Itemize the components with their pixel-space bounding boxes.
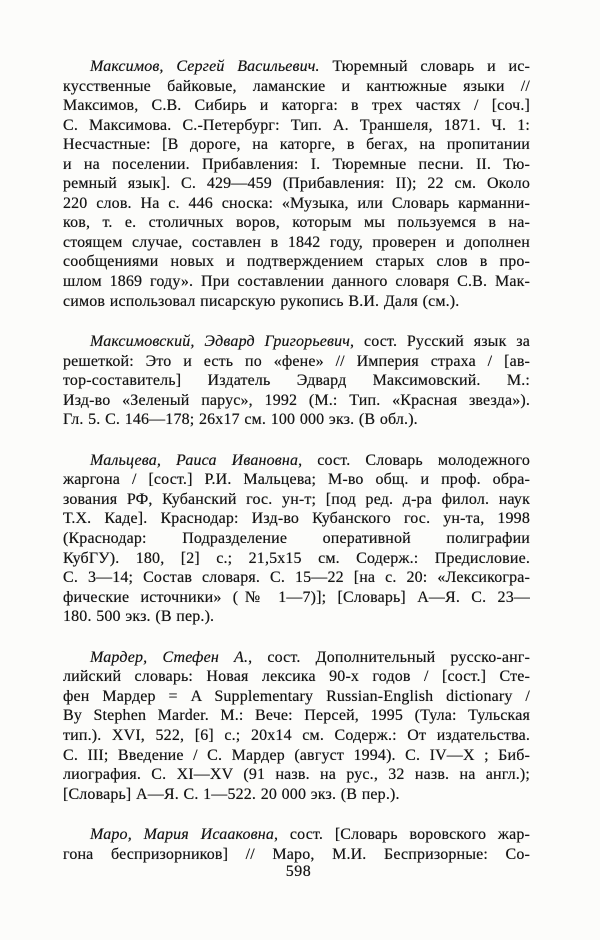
author-name-italic: Максимовский, Эдвард Григорьевич bbox=[90, 333, 351, 351]
text-line: С. Максимова. С.-Петербург: Тип. А. Траншеля, 1871. Ч. 1: bbox=[63, 116, 530, 134]
text-line: кусственные байковые, ламанские и кантюжные языки // bbox=[63, 77, 530, 95]
text-line: лиография. С. XI—XV (91 назв. на рус., 32 назв. на англ.); bbox=[63, 766, 530, 784]
text-line: By Stephen Marder. М.: Вече: Персей, 1995 (Тула: Тульская bbox=[63, 707, 530, 725]
text-line: шлом 1869 году». При составлении данного словаря С.В. Мак- bbox=[63, 273, 530, 291]
text-line: и на поселении. Прибавления: I. Тюремные песни. II. Тю- bbox=[63, 155, 530, 173]
text-line: решеткой: Это и есть по «фене» // Империя страха / [ав- bbox=[63, 352, 530, 370]
text-line: Максимовский, Эдвард Григорьевич, сост. Русский язык за bbox=[90, 333, 530, 351]
bibliography-entry bbox=[63, 332, 530, 430]
text-line: С. 3—14; Состав словаря. С. 15—22 [на с. 20: «Лексикогра- bbox=[63, 569, 530, 587]
text-line: КубГУ). 180, [2] с.; 21,5х15 см. Содерж.: Предисловие. bbox=[63, 549, 530, 567]
author-name-italic: Мальцева, Раиса Ивановна bbox=[90, 451, 299, 469]
author-name-italic: Маро, Мария Исааковна bbox=[90, 826, 275, 844]
bibliography-entry bbox=[63, 648, 530, 804]
text-line: С. III; Введение / С. Мардер (август 1994). С. IV—X ; Биб- bbox=[63, 746, 530, 764]
text-line: симов использовал писарскую рукопись В.И. Даля (см.). bbox=[63, 292, 460, 310]
text-line: (Краснодар: Подразделение оперативной полиграфии bbox=[63, 530, 530, 548]
author-name-italic: Максимов, Сергей Васильевич. bbox=[90, 58, 320, 75]
text-line: стоящем случае, составлен в 1842 году, проверен и дополнен bbox=[63, 233, 530, 251]
text-line: Максимов, Сергей Васильевич. Тюремный словарь и ис- bbox=[90, 58, 530, 75]
text-line: ремный язык]. С. 429—459 (Прибавления: II); 22 см. Около bbox=[63, 175, 530, 193]
text-line: Максимов, С.В. Сибирь и каторга: в трех частях / [соч.] bbox=[63, 97, 530, 115]
text-line: фические источники» (№ 1—7)]; [Словарь] А—Я. С. 23— bbox=[63, 588, 530, 606]
bibliography-entry bbox=[63, 57, 530, 311]
text-line: жаргона / [сост.] Р.И. Мальцева; М-во общ. и проф. обра- bbox=[63, 471, 530, 489]
bibliography-entry bbox=[63, 451, 530, 627]
text-line: 180. 500 экз. (В пер.). bbox=[63, 608, 215, 626]
text-line: Изд-во «Зеленый парус», 1992 (М.: Тип. «Красная звезда»). bbox=[63, 391, 530, 409]
author-name-italic: Мардер, Стефен А. bbox=[90, 648, 249, 666]
bibliography-entry bbox=[63, 825, 530, 864]
text-line: тип.). XVI, 522, [6] с.; 20х14 см. Содерж.: От издательства. bbox=[63, 726, 530, 744]
text-line: Мардер, Стефен А., сост. Дополнительный русско-анг- bbox=[90, 648, 530, 666]
text-line: [Словарь] А—Я. С. 1—522. 20 000 экз. (В пер.). bbox=[63, 785, 400, 803]
bibliography-list bbox=[63, 57, 530, 864]
text-line: фен Мардер = A Supplementary Russian-English dictionary / bbox=[63, 687, 530, 705]
text-line: тор-составитель] Издатель Эдвард Максимовский. М.: bbox=[63, 372, 530, 390]
text-line: ков, т. е. столичных воров, которым мы пользуемся в на- bbox=[63, 214, 530, 232]
text-line: Т.Х. Каде]. Краснодар: Изд-во Кубанского гос. ун-та, 1998 bbox=[63, 510, 530, 528]
text-line: Маро, Мария Исааковна, сост. [Словарь воровского жар- bbox=[90, 826, 530, 844]
text-line: Мальцева, Раиса Ивановна, сост. Словарь молодежного bbox=[90, 451, 530, 469]
text-line: лийский словарь: Новая лексика 90-х годов / [сост.] Сте- bbox=[63, 668, 530, 686]
text-line: Гл. 5. С. 146—178; 26х17 см. 100 000 экз. (В обл.). bbox=[63, 411, 418, 429]
text-line: Несчастные: [В дороге, на каторге, в бегах, на пропитании bbox=[63, 136, 530, 154]
page-number: 598 bbox=[285, 863, 312, 880]
text-line: сообщениями новых и подтверждением старых слов в про- bbox=[63, 253, 530, 271]
text-line: гона беспризорников] // Маро, М.И. Беспризорные: Со- bbox=[63, 845, 530, 863]
text-line: зования РФ, Кубанский гос. ун-т; [под ред. д-ра филол. наук bbox=[63, 490, 530, 508]
text-line: 220 слов. На с. 446 сноска: «Музыка, или Словарь карманни- bbox=[63, 194, 530, 212]
